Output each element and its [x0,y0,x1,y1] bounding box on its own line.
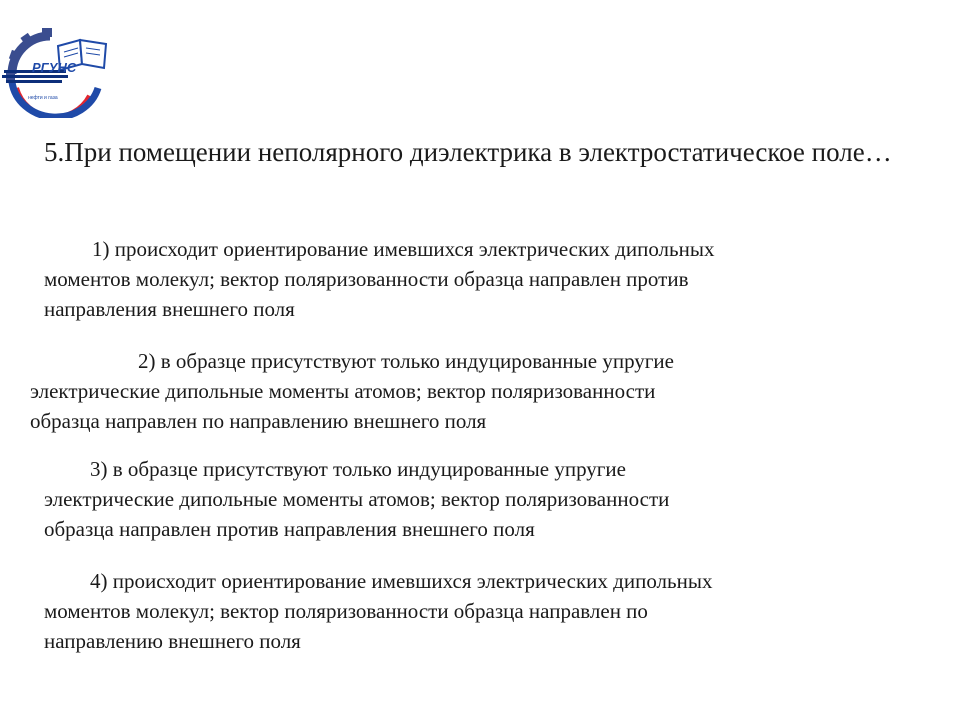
answer-option-3: 3) в образце присутствуют только индуцированные упругие электрические дипольные моменты атомов; вектор поляризованности образца направлен против направления внешнего поля [44,457,670,541]
logo-abbreviation: РГУНС [32,60,77,75]
question-text: 5.При помещении неполярного диэлектрика в электростатическое поле… [44,137,892,167]
answer-option-1: 1) происходит ориентирование имевшихся электрических дипольных моментов молекул; вектор поляризованности образца направлен против направления внешнего поля [44,237,715,321]
logo-subtext: нефти и газа [28,95,58,101]
answer-option-2: 2) в образце присутствуют только индуцированные упругие электрические дипольные моменты атомов; вектор поляризованности образца направлен по направлению внешнего поля [30,349,674,433]
logo-emblem-icon [2,26,112,118]
answer-option-4: 4) происходит ориентирование имевшихся электрических дипольных моментов молекул; вектор поляризованности образца направлен по направлению внешнего поля [44,569,713,653]
university-logo [2,26,112,118]
